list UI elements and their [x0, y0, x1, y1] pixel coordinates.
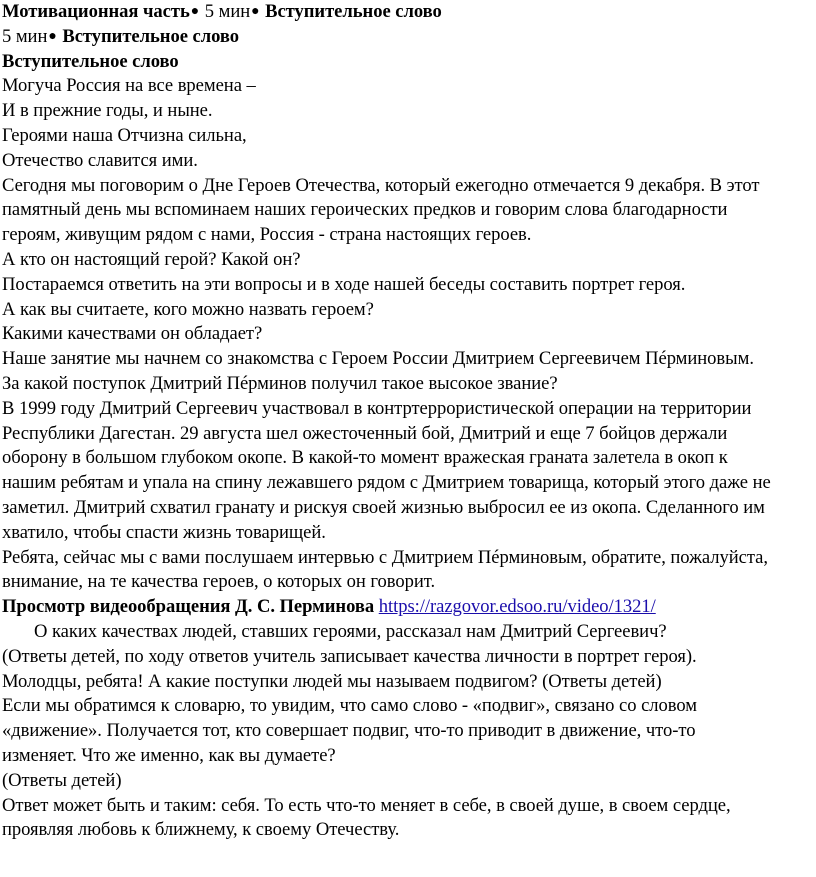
- body-text-2: [2, 645, 816, 843]
- subsection-title: Вступительное слово: [260, 1, 442, 22]
- text-line: оборону в большом глубоком окопе. В какой-то момент вражеская граната залетела в окоп к: [2, 447, 728, 469]
- poem-line: И в прежние годы, и ныне.: [2, 100, 213, 122]
- text-line: Если мы обратимся к словарю, то увидим, что само слово - «подвиг», связано со словом: [2, 695, 697, 717]
- indented-question: О каких качествах людей, ставших героями, рассказал нам Дмитрий Сергеевич?: [34, 620, 667, 642]
- text-line: В 1999 году Дмитрий Сергеевич участвовал в контртеррористической операции на территории: [2, 397, 752, 419]
- text-line: (Ответы детей, по ходу ответов учитель записывает качества личности в портрет героя).: [2, 645, 697, 667]
- heading-line-2: [2, 25, 816, 50]
- duration: 5 мин: [2, 25, 48, 47]
- text-line: нашим ребятам и упала на спину лежавшего рядом с Дмитрием товарища, который этого даже не: [2, 472, 771, 494]
- text-line: А как вы считаете, кого можно назвать героем?: [2, 298, 374, 320]
- text-line: внимание, на те качества героев, о которых он говорит.: [2, 571, 436, 593]
- body-text-1: [2, 174, 816, 596]
- bullet-icon: ●: [251, 4, 260, 19]
- text-line: героям, живущим рядом с нами, Россия - страна настоящих героев.: [2, 224, 532, 246]
- text-line: Какими качествами он обладает?: [2, 323, 263, 345]
- heading-line-1: [2, 0, 816, 25]
- duration: 5 мин: [200, 1, 251, 22]
- text-line: проявляя любовь к ближнему, к своему Отечеству.: [2, 819, 400, 841]
- text-line: А кто он настоящий герой? Какой он?: [2, 248, 301, 270]
- bullet-icon: ●: [190, 4, 200, 19]
- text-line: изменяет. Что же именно, как вы думаете?: [2, 744, 336, 766]
- text-line: «движение». Получается тот, кто совершает подвиг, что-то приводит в движение, что-то: [2, 720, 696, 742]
- bullet-icon: ●: [48, 28, 57, 44]
- video-label: Просмотр видеообращения Д. С. Перминова: [2, 596, 375, 618]
- poem-line: Могуча Россия на все времена –: [2, 75, 256, 97]
- text-line: (Ответы детей): [2, 769, 122, 791]
- video-link[interactable]: https://razgovor.edsoo.ru/video/1321/: [378, 596, 656, 618]
- text-line: Ответ может быть и таким: себя. То есть что-то меняет в себе, в своей душе, в своем сердце,: [2, 794, 731, 816]
- text-line: Ребята, сейчас мы с вами послушаем интервью с Дмитрием Пéрминовым, обратите, пожалуйста,: [2, 546, 768, 568]
- text-line: памятный день мы вспоминаем наших героических предков и говорим слова благодарности: [2, 199, 728, 221]
- video-line: [2, 595, 816, 620]
- poem: [2, 74, 816, 173]
- text-line: хватило, чтобы спасти жизнь товарищей.: [2, 521, 326, 543]
- heading-line-3: Вступительное слово: [2, 50, 179, 72]
- poem-line: Героями наша Отчизна сильна,: [2, 124, 247, 146]
- text-line: Молодцы, ребята! А какие поступки людей мы называем подвигом? (Ответы детей): [2, 670, 662, 692]
- text-line: заметил. Дмитрий схватил гранату и рискуя своей жизнью выбросил ее из окопа. Сделанного им: [2, 496, 765, 518]
- subsection-title: Вступительное слово: [57, 25, 239, 47]
- text-line: Республики Дагестан. 29 августа шел ожесточенный бой, Дмитрий и еще 7 бойцов держали: [2, 422, 728, 444]
- section-title: Мотивационная часть: [2, 1, 190, 22]
- text-line: Постараемся ответить на эти вопросы и в ходе нашей беседы составить портрет героя.: [2, 273, 686, 295]
- text-line: Сегодня мы поговорим о Дне Героев Отечества, который ежегодно отмечается 9 декабря. В этот: [2, 174, 760, 196]
- text-line: Наше занятие мы начнем со знакомства с Героем России Дмитрием Сергеевичем Пéрминовым.: [2, 348, 754, 370]
- poem-line: Отечество славится ими.: [2, 149, 198, 171]
- text-line: За какой поступок Дмитрий Пéрминов получил такое высокое звание?: [2, 372, 558, 394]
